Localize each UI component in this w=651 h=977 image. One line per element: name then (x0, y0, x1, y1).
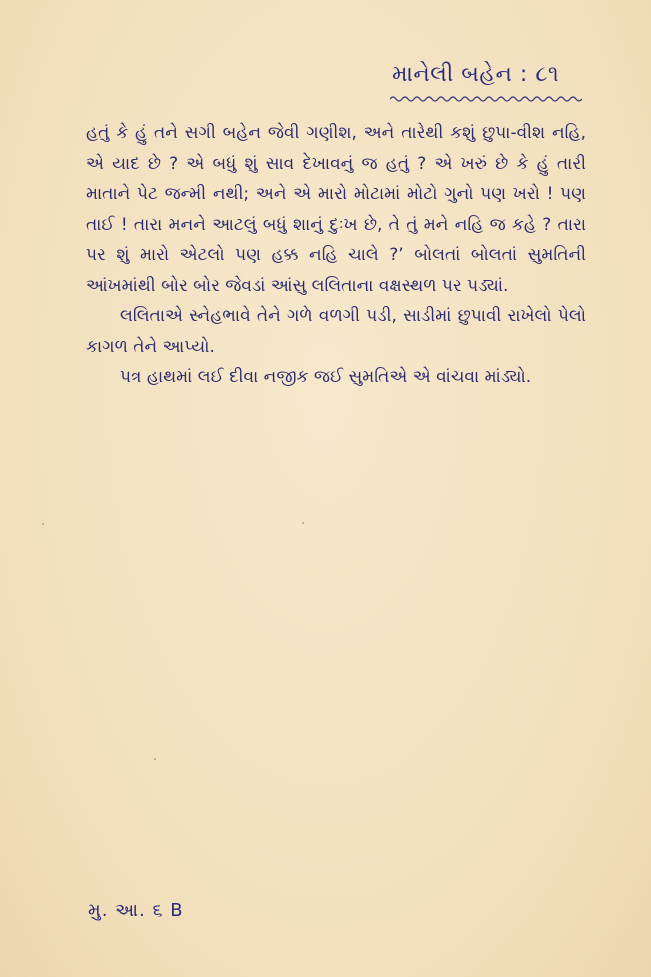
paper-speck (302, 522, 304, 524)
running-head: માનેલી બહેન : ૮૧ (392, 62, 560, 87)
paragraph-2: લલિતાએ સ્નેહભાવે તેને ગળે વળગી પડી, સાડીમાં છુપાવી રાખેલો પેલો કાગળ તેને આપ્યો. (86, 306, 586, 357)
running-head-wavy-rule (390, 95, 582, 103)
signature-mark: મુ. આ. ૬ B (88, 900, 184, 921)
paragraph-1: હતું કે હું તને સગી બહેન જેવી ગણીશ, અને તારેથી કશું છુપા-વીશ નહિ, એ યાદ છે ? એ બધું શું સાવ દેખાવનું જ હતું ? એ ખરું છે કે હું તારી માતાને પેટ જન્મી નથી; અને એ મારો મોટામાં મોટો ગુનો પણ ખરો ! પણ તાઈ ! તારા મનને આટલું બધું શાનું દુઃખ છે, તે તું મને નહિ જ કહે ? તારા પર શું મારો એટલો પણ હક્ક નહિ ચાલે ?’ બોલતાં બોલતાં સુમતિની આંખમાંથી બોર બોર જેવડાં આંસુ લલિતાના વક્ષસ્થળ પર પડ્યાં. (86, 123, 586, 296)
paragraph-3: પત્ર હાથમાં લઈ દીવા નજીક જઈ સુમતિએ એ વાંચવા માંડ્યો. (120, 367, 532, 387)
paper-speck (154, 758, 156, 760)
paper-speck (42, 523, 44, 525)
body-text (86, 118, 586, 393)
